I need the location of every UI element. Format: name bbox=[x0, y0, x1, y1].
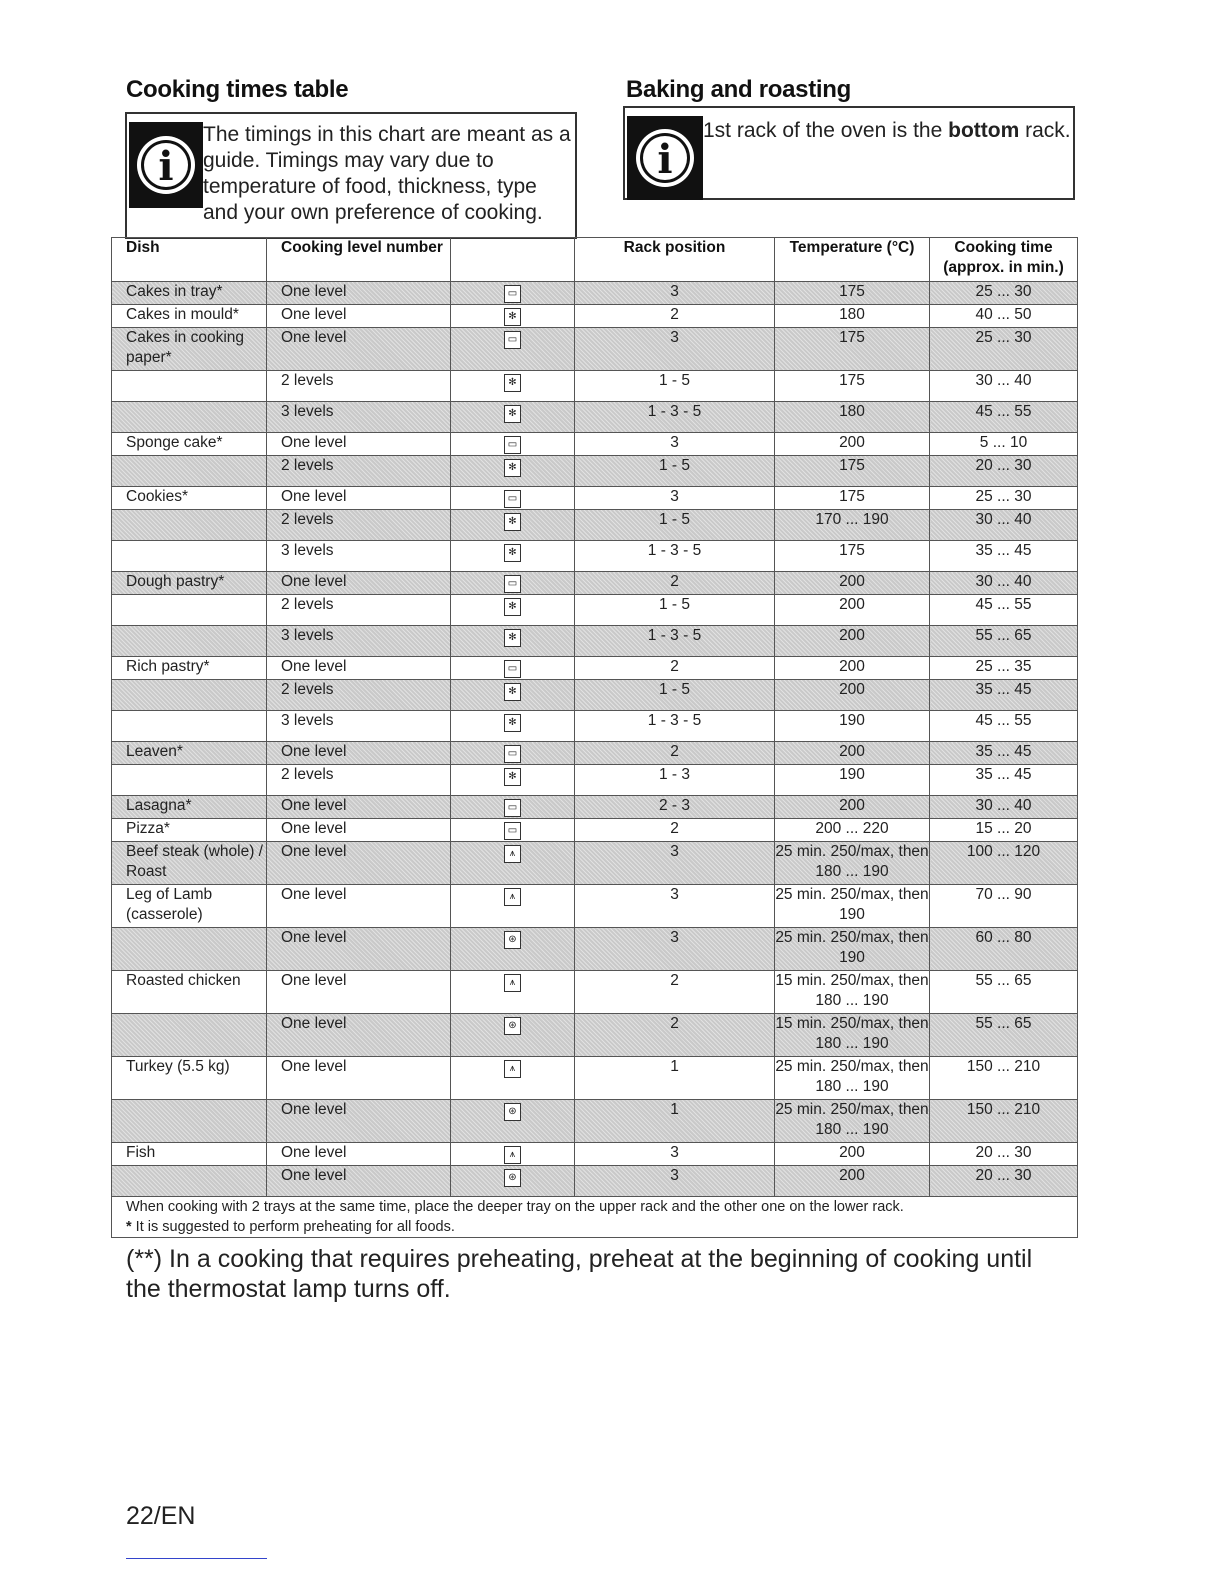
cell-temp: 200 bbox=[775, 626, 930, 657]
cell-mode bbox=[451, 711, 575, 742]
cell-mode bbox=[451, 1143, 575, 1166]
fan-heat-icon: ✻ bbox=[504, 405, 521, 423]
cell-level: One level bbox=[267, 928, 451, 971]
cell-temp: 15 min. 250/max, then 180 ... 190 bbox=[775, 1014, 930, 1057]
info-rack-post: rack. bbox=[1019, 119, 1071, 142]
grill-icon: ⩚ bbox=[504, 845, 521, 863]
cell-time: 35 ... 45 bbox=[930, 742, 1078, 765]
table-row bbox=[112, 1014, 1078, 1057]
cell-mode bbox=[451, 510, 575, 541]
cell-dish: Beef steak (whole) / Roast bbox=[112, 842, 267, 885]
cell-dish: Turkey (5.5 kg) bbox=[112, 1057, 267, 1100]
cell-level: One level bbox=[267, 796, 451, 819]
info-text-timings: The timings in this chart are meant as a guide. Timings may vary due to temperature of food, thickness, type and your own preference of cooking. bbox=[203, 123, 571, 224]
cell-rack: 2 bbox=[575, 572, 775, 595]
cell-rack: 3 bbox=[575, 842, 775, 885]
cell-dish: Leaven* bbox=[112, 742, 267, 765]
table-row bbox=[112, 711, 1078, 742]
cell-time: 30 ... 40 bbox=[930, 371, 1078, 402]
cell-level: One level bbox=[267, 842, 451, 885]
table-row bbox=[112, 971, 1078, 1014]
cell-mode bbox=[451, 1057, 575, 1100]
info-text-rack bbox=[703, 118, 1073, 144]
fan-heat-icon: ✻ bbox=[504, 714, 521, 732]
cell-temp: 200 bbox=[775, 595, 930, 626]
table-row bbox=[112, 487, 1078, 510]
page-number: 22/EN bbox=[126, 1502, 196, 1530]
fan-heat-icon: ✻ bbox=[504, 308, 521, 326]
cell-dish bbox=[112, 680, 267, 711]
cell-dish bbox=[112, 510, 267, 541]
cell-rack: 1 - 5 bbox=[575, 456, 775, 487]
cell-dish bbox=[112, 1014, 267, 1057]
table-row bbox=[112, 572, 1078, 595]
cell-temp: 200 bbox=[775, 572, 930, 595]
cell-dish: Rich pastry* bbox=[112, 657, 267, 680]
cell-time: 25 ... 35 bbox=[930, 657, 1078, 680]
top-bottom-heat-icon: ▭ bbox=[504, 799, 521, 817]
cell-temp: 200 bbox=[775, 1143, 930, 1166]
top-bottom-heat-icon: ▭ bbox=[504, 436, 521, 454]
cell-level: One level bbox=[267, 1143, 451, 1166]
cell-time: 55 ... 65 bbox=[930, 626, 1078, 657]
cell-temp: 15 min. 250/max, then 180 ... 190 bbox=[775, 971, 930, 1014]
preheat-note: (**) In a cooking that requires preheating, preheat at the beginning of cooking until the thermostat lamp turns off. bbox=[126, 1245, 1033, 1303]
cell-time: 55 ... 65 bbox=[930, 971, 1078, 1014]
cell-dish: Lasagna* bbox=[112, 796, 267, 819]
table-row bbox=[112, 680, 1078, 711]
cell-dish bbox=[112, 626, 267, 657]
fan-heat-icon: ✻ bbox=[504, 683, 521, 701]
cell-rack: 3 bbox=[575, 328, 775, 371]
cell-rack: 1 - 5 bbox=[575, 595, 775, 626]
top-bottom-heat-icon: ▭ bbox=[504, 745, 521, 763]
cell-temp: 175 bbox=[775, 371, 930, 402]
cell-time: 20 ... 30 bbox=[930, 456, 1078, 487]
cell-time: 55 ... 65 bbox=[930, 1014, 1078, 1057]
cell-temp: 25 min. 250/max, then 180 ... 190 bbox=[775, 842, 930, 885]
cell-dish: Fish bbox=[112, 1143, 267, 1166]
info-box-timings bbox=[125, 112, 577, 239]
grill-icon: ⩚ bbox=[504, 974, 521, 992]
table-row bbox=[112, 1143, 1078, 1166]
cell-time: 45 ... 55 bbox=[930, 711, 1078, 742]
cell-mode bbox=[451, 541, 575, 572]
top-bottom-heat-icon: ▭ bbox=[504, 660, 521, 678]
cell-level: One level bbox=[267, 742, 451, 765]
cell-mode bbox=[451, 282, 575, 305]
cell-mode bbox=[451, 1100, 575, 1143]
fan-grill-icon: ⊛ bbox=[504, 1017, 521, 1035]
cell-mode bbox=[451, 842, 575, 885]
cell-temp: 170 ... 190 bbox=[775, 510, 930, 541]
cell-level: 3 levels bbox=[267, 626, 451, 657]
table-row bbox=[112, 928, 1078, 971]
cell-temp: 25 min. 250/max, then 180 ... 190 bbox=[775, 1057, 930, 1100]
info-rack-pre: 1st rack of the oven is the bbox=[703, 119, 949, 142]
fan-grill-icon: ⊛ bbox=[504, 1103, 521, 1121]
cell-level: One level bbox=[267, 282, 451, 305]
cell-temp: 180 bbox=[775, 402, 930, 433]
fan-grill-icon: ⊛ bbox=[504, 1169, 521, 1187]
fan-heat-icon: ✻ bbox=[504, 629, 521, 647]
cell-rack: 2 bbox=[575, 657, 775, 680]
cell-time: 25 ... 30 bbox=[930, 487, 1078, 510]
fan-heat-icon: ✻ bbox=[504, 374, 521, 392]
grill-icon: ⩚ bbox=[504, 888, 521, 906]
cell-rack: 1 - 5 bbox=[575, 510, 775, 541]
table-row bbox=[112, 626, 1078, 657]
cell-level: 3 levels bbox=[267, 402, 451, 433]
cell-time: 30 ... 40 bbox=[930, 510, 1078, 541]
table-row bbox=[112, 1057, 1078, 1100]
info-rack-bold: bottom bbox=[948, 119, 1020, 142]
table-row bbox=[112, 456, 1078, 487]
header-time: Cooking time (approx. in min.) bbox=[930, 238, 1078, 282]
cell-time: 60 ... 80 bbox=[930, 928, 1078, 971]
cell-temp: 200 bbox=[775, 657, 930, 680]
cell-dish: Sponge cake* bbox=[112, 433, 267, 456]
cell-time: 5 ... 10 bbox=[930, 433, 1078, 456]
cell-level: One level bbox=[267, 1166, 451, 1197]
footnote-trays: When cooking with 2 trays at the same time, place the deeper tray on the upper rack and the other one on the lower rack. bbox=[126, 1199, 904, 1215]
table-row bbox=[112, 541, 1078, 572]
cell-temp: 175 bbox=[775, 282, 930, 305]
cell-temp: 25 min. 250/max, then 190 bbox=[775, 928, 930, 971]
footnote-preheat-text: It is suggested to perform preheating for all foods. bbox=[131, 1219, 455, 1235]
cell-level: One level bbox=[267, 1057, 451, 1100]
table-row bbox=[112, 433, 1078, 456]
cell-rack: 1 - 3 - 5 bbox=[575, 711, 775, 742]
cell-temp: 180 bbox=[775, 305, 930, 328]
top-bottom-heat-icon: ▭ bbox=[504, 822, 521, 840]
cell-temp: 25 min. 250/max, then 190 bbox=[775, 885, 930, 928]
table-row bbox=[112, 328, 1078, 371]
info-icon-rack bbox=[627, 116, 703, 200]
cell-dish: Cakes in cooking paper* bbox=[112, 328, 267, 371]
cooking-times-table bbox=[111, 237, 1078, 1238]
cell-rack: 3 bbox=[575, 928, 775, 971]
fan-heat-icon: ✻ bbox=[504, 768, 521, 786]
cell-level: 2 levels bbox=[267, 371, 451, 402]
cell-temp: 200 bbox=[775, 680, 930, 711]
cell-rack: 1 - 5 bbox=[575, 680, 775, 711]
cell-dish bbox=[112, 371, 267, 402]
table-row bbox=[112, 305, 1078, 328]
table-row bbox=[112, 819, 1078, 842]
table-header-row bbox=[112, 238, 1078, 282]
cell-mode bbox=[451, 305, 575, 328]
cell-temp: 200 bbox=[775, 742, 930, 765]
cell-level: One level bbox=[267, 1100, 451, 1143]
cell-rack: 2 bbox=[575, 305, 775, 328]
info-icon-glyph: i bbox=[158, 143, 174, 190]
cell-rack: 1 - 3 bbox=[575, 765, 775, 796]
cell-rack: 1 - 3 - 5 bbox=[575, 541, 775, 572]
fan-heat-icon: ✻ bbox=[504, 544, 521, 562]
cell-dish: Cakes in mould* bbox=[112, 305, 267, 328]
cooking-times-heading: Cooking times table bbox=[126, 76, 349, 103]
cell-rack: 1 - 3 - 5 bbox=[575, 402, 775, 433]
table-row bbox=[112, 742, 1078, 765]
cell-level: One level bbox=[267, 328, 451, 371]
cell-time: 100 ... 120 bbox=[930, 842, 1078, 885]
cell-level: 2 levels bbox=[267, 765, 451, 796]
fan-heat-icon: ✻ bbox=[504, 459, 521, 477]
cell-dish bbox=[112, 928, 267, 971]
cell-dish: Cookies* bbox=[112, 487, 267, 510]
header-level: Cooking level number bbox=[267, 238, 451, 282]
cell-rack: 3 bbox=[575, 433, 775, 456]
info-box-rack bbox=[623, 106, 1075, 200]
cell-time: 45 ... 55 bbox=[930, 595, 1078, 626]
table-row bbox=[112, 1166, 1078, 1197]
cell-temp: 200 bbox=[775, 1166, 930, 1197]
cell-time: 30 ... 40 bbox=[930, 572, 1078, 595]
top-bottom-heat-icon: ▭ bbox=[504, 575, 521, 593]
cell-rack: 2 bbox=[575, 971, 775, 1014]
table-row bbox=[112, 402, 1078, 433]
top-bottom-heat-icon: ▭ bbox=[504, 490, 521, 508]
info-icon bbox=[129, 122, 203, 208]
cell-temp: 190 bbox=[775, 711, 930, 742]
cell-temp: 25 min. 250/max, then 180 ... 190 bbox=[775, 1100, 930, 1143]
cell-dish bbox=[112, 1166, 267, 1197]
table-row bbox=[112, 796, 1078, 819]
cell-rack: 3 bbox=[575, 1143, 775, 1166]
cell-rack: 1 bbox=[575, 1100, 775, 1143]
cell-dish: Pizza* bbox=[112, 819, 267, 842]
cell-level: One level bbox=[267, 487, 451, 510]
cell-dish: Leg of Lamb (casserole) bbox=[112, 885, 267, 928]
cell-level: 2 levels bbox=[267, 680, 451, 711]
cell-dish bbox=[112, 402, 267, 433]
cell-mode bbox=[451, 657, 575, 680]
cell-dish: Roasted chicken bbox=[112, 971, 267, 1014]
cell-level: 3 levels bbox=[267, 541, 451, 572]
footnote-row bbox=[112, 1197, 1078, 1238]
cell-level: 2 levels bbox=[267, 510, 451, 541]
cell-time: 150 ... 210 bbox=[930, 1100, 1078, 1143]
cell-time: 25 ... 30 bbox=[930, 328, 1078, 371]
cell-rack: 1 - 3 - 5 bbox=[575, 626, 775, 657]
cell-mode bbox=[451, 1014, 575, 1057]
cell-mode bbox=[451, 328, 575, 371]
cell-dish bbox=[112, 456, 267, 487]
top-bottom-heat-icon: ▭ bbox=[504, 285, 521, 303]
footnote-cell bbox=[112, 1197, 1078, 1238]
cell-mode bbox=[451, 742, 575, 765]
table-row bbox=[112, 765, 1078, 796]
cell-mode bbox=[451, 928, 575, 971]
cell-rack: 2 bbox=[575, 1014, 775, 1057]
header-rack: Rack position bbox=[575, 238, 775, 282]
cell-temp: 190 bbox=[775, 765, 930, 796]
cell-temp: 175 bbox=[775, 456, 930, 487]
cell-level: 2 levels bbox=[267, 595, 451, 626]
cell-mode bbox=[451, 1166, 575, 1197]
cell-time: 70 ... 90 bbox=[930, 885, 1078, 928]
cell-rack: 1 - 5 bbox=[575, 371, 775, 402]
cell-time: 20 ... 30 bbox=[930, 1166, 1078, 1197]
cell-level: One level bbox=[267, 819, 451, 842]
cell-time: 35 ... 45 bbox=[930, 541, 1078, 572]
header-dish: Dish bbox=[112, 238, 267, 282]
cell-dish bbox=[112, 595, 267, 626]
cell-rack: 1 bbox=[575, 1057, 775, 1100]
table-row bbox=[112, 1100, 1078, 1143]
info-icon-rack-glyph: i bbox=[657, 136, 673, 183]
page-underline bbox=[126, 1558, 267, 1559]
cell-temp: 200 ... 220 bbox=[775, 819, 930, 842]
cell-rack: 3 bbox=[575, 282, 775, 305]
cell-temp: 175 bbox=[775, 487, 930, 510]
cell-mode bbox=[451, 456, 575, 487]
grill-icon: ⩚ bbox=[504, 1146, 521, 1164]
cell-level: 2 levels bbox=[267, 456, 451, 487]
cell-rack: 3 bbox=[575, 885, 775, 928]
cell-mode bbox=[451, 765, 575, 796]
cell-dish bbox=[112, 765, 267, 796]
cell-mode bbox=[451, 595, 575, 626]
header-mode bbox=[451, 238, 575, 282]
cell-mode bbox=[451, 626, 575, 657]
cell-mode bbox=[451, 371, 575, 402]
cell-dish bbox=[112, 711, 267, 742]
cell-time: 30 ... 40 bbox=[930, 796, 1078, 819]
cell-level: One level bbox=[267, 1014, 451, 1057]
header-temp: Temperature (°C) bbox=[775, 238, 930, 282]
cell-level: One level bbox=[267, 971, 451, 1014]
cell-level: One level bbox=[267, 572, 451, 595]
cell-time: 35 ... 45 bbox=[930, 680, 1078, 711]
table-row bbox=[112, 657, 1078, 680]
cell-rack: 2 bbox=[575, 742, 775, 765]
cell-mode bbox=[451, 572, 575, 595]
cell-dish bbox=[112, 541, 267, 572]
cell-temp: 175 bbox=[775, 328, 930, 371]
footnote-star: * bbox=[126, 1219, 132, 1235]
cell-mode bbox=[451, 819, 575, 842]
cell-level: One level bbox=[267, 885, 451, 928]
cell-mode bbox=[451, 487, 575, 510]
cell-level: 3 levels bbox=[267, 711, 451, 742]
cell-mode bbox=[451, 402, 575, 433]
cell-mode bbox=[451, 885, 575, 928]
cell-dish bbox=[112, 1100, 267, 1143]
cell-temp: 200 bbox=[775, 433, 930, 456]
cell-time: 40 ... 50 bbox=[930, 305, 1078, 328]
cell-rack: 2 - 3 bbox=[575, 796, 775, 819]
fan-heat-icon: ✻ bbox=[504, 598, 521, 616]
table-row bbox=[112, 595, 1078, 626]
cell-time: 20 ... 30 bbox=[930, 1143, 1078, 1166]
cell-rack: 3 bbox=[575, 1166, 775, 1197]
cell-time: 15 ... 20 bbox=[930, 819, 1078, 842]
cell-rack: 3 bbox=[575, 487, 775, 510]
cell-mode bbox=[451, 971, 575, 1014]
fan-heat-icon: ✻ bbox=[504, 513, 521, 531]
table-row bbox=[112, 885, 1078, 928]
fan-grill-icon: ⊛ bbox=[504, 931, 521, 949]
cell-temp: 175 bbox=[775, 541, 930, 572]
table-row bbox=[112, 510, 1078, 541]
table-row bbox=[112, 282, 1078, 305]
footnote-preheat bbox=[126, 1217, 1077, 1237]
top-bottom-heat-icon: ▭ bbox=[504, 331, 521, 349]
cell-mode bbox=[451, 433, 575, 456]
cell-rack: 2 bbox=[575, 819, 775, 842]
cell-time: 45 ... 55 bbox=[930, 402, 1078, 433]
cell-dish: Dough pastry* bbox=[112, 572, 267, 595]
cell-level: One level bbox=[267, 657, 451, 680]
cell-time: 25 ... 30 bbox=[930, 282, 1078, 305]
cell-mode bbox=[451, 796, 575, 819]
cell-time: 35 ... 45 bbox=[930, 765, 1078, 796]
cell-level: One level bbox=[267, 305, 451, 328]
cell-temp: 200 bbox=[775, 796, 930, 819]
cell-level: One level bbox=[267, 433, 451, 456]
table-row bbox=[112, 842, 1078, 885]
cell-time: 150 ... 210 bbox=[930, 1057, 1078, 1100]
baking-roasting-heading: Baking and roasting bbox=[626, 76, 851, 103]
table-row bbox=[112, 371, 1078, 402]
grill-icon: ⩚ bbox=[504, 1060, 521, 1078]
cell-mode bbox=[451, 680, 575, 711]
cell-dish: Cakes in tray* bbox=[112, 282, 267, 305]
